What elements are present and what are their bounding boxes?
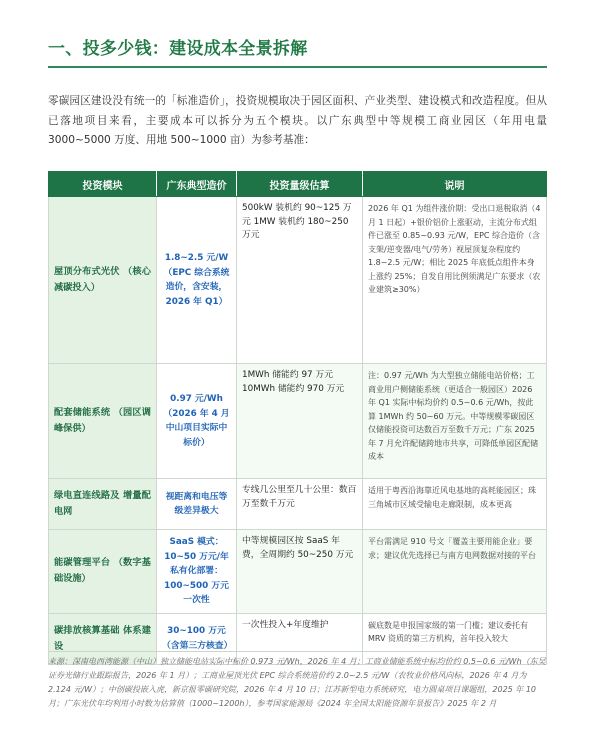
note-cell: 注：0.97 元/Wh 为大型独立储能电站价格；工商业用户侧储能系统（更适合一般园区）2026 年 Q1 实际中标均价约 0.5~0.6 元/Wh，按此算 1MWh 约 50~60 万元。中等规模零碳园区仅储能投资可达数百万至数千万元；广东 2025 年 7 月允许配储跨地市共享，可降低单园区配储成本 bbox=[363, 364, 547, 479]
price-cell: SaaS 模式：10~50 万元/年 私有化部署：100~500 万元一次性 bbox=[157, 530, 237, 614]
estimate-cell: 中等规模园区按 SaaS 年费，全周期约 50~250 万元 bbox=[237, 530, 363, 614]
table-row bbox=[49, 364, 547, 479]
header-price: 广东典型造价 bbox=[157, 172, 237, 197]
note-cell: 2026 年 Q1 为组件涨价期：受出口退税取消（4月 1 日起）+银价铝价上涨驱动，主流分布式组件已涨至 0.85~0.93 元/W，EPC 综合造价（含支架/逆变器/电气/劳务）视屋顶复杂程度约 1.8~2.5 元/W；相比 2025 年底低点组件本身上涨约 25%；自发自用比例须满足广东要求（农业建筑≥30%） bbox=[363, 197, 547, 364]
table-header-row bbox=[49, 172, 547, 197]
module-cell: 绿电直连线路及 增量配电网 bbox=[49, 479, 157, 530]
table-row bbox=[49, 530, 547, 614]
price-cell: 1.8~2.5 元/W （EPC 综合系统造价，含安装，2026 年 Q1） bbox=[157, 197, 237, 364]
note-cell: 平台需满足 910 号文「覆盖主要用能企业」要求；建议优先选择已与南方电网数据对接的平台 bbox=[363, 530, 547, 614]
header-note: 说明 bbox=[363, 172, 547, 197]
price-cell: 视距离和电压等级差异极大 bbox=[157, 479, 237, 530]
estimate-cell: 1MWh 储能约 97 万元 10MWh 储能约 970 万元 bbox=[237, 364, 363, 479]
module-cell: 碳排放核算基础 体系建设 bbox=[49, 613, 157, 664]
note-cell: 碳底数是申报国家级的第一门槛；建议委托有 MRV 资质的第三方机构，首年投入较大 bbox=[363, 613, 547, 664]
note-cell: 适用于粤西沿海靠近风电基地的高耗能园区；珠三角城市区域受输电走廊限制，成本更高 bbox=[363, 479, 547, 530]
price-cell: 0.97 元/Wh （2026 年 4 月中山项目实际中标价） bbox=[157, 364, 237, 479]
intro-paragraph: 零碳园区建设没有统一的「标准造价」，投资规模取决于园区面积、产业类型、建设模式和改造程度。但从已落地项目来看，主要成本可以拆分为五个模块。以广东典型中等规模工商业园区（年用电量 3000~5000 万度、用地 500~1000 亩）为参考基准： bbox=[48, 95, 547, 146]
table-row bbox=[49, 479, 547, 530]
source-divider bbox=[48, 651, 547, 652]
header-module: 投资模块 bbox=[49, 172, 157, 197]
page-title: 一、投多少钱：建设成本全景拆解 bbox=[48, 39, 308, 59]
estimate-cell: 专线几公里至几十公里：数百万至数千万元 bbox=[237, 479, 363, 530]
price-cell: 30~100 万元（含第三方核查） bbox=[157, 613, 237, 664]
source-note: 来源：深南电西湾能源（中山）独立储能电站实际中标价 0.973 元/Wh，2026 年 4 月；工商业储能系统中标均价约 0.5~0.6 元/Wh（东吴证券光储行业跟踪报告，2026 年 1 月）；工商业屋顶光伏 EPC 综合系统造价约 2.0~2.5 元/W（农牧业价格风向标，2026 年 4 月为 2.124 元/W）；中创碳投嵌入虎，新京报零碳研究院，2026 年 4 月 10 日；江苏新型电力系统研究，电力圆桌项目课题组，2025 年 10 月；广东光伏年均利用小时数为估算值（1000~1200h），参考国家能源局《2024 年全国太阳能资源年景报告》2025 年 2 月 bbox=[48, 657, 546, 708]
module-cell: 配套储能系统 （园区调峰保供） bbox=[49, 364, 157, 479]
title-divider bbox=[48, 66, 547, 68]
estimate-cell: 500kW 装机约 90~125 万元 1MW 装机约 180~250 万元 bbox=[237, 197, 363, 364]
table-row bbox=[49, 197, 547, 364]
estimate-cell: 一次性投入+年度维护 bbox=[237, 613, 363, 664]
module-cell: 屋顶分布式光伏 （核心减碳投入） bbox=[49, 197, 157, 364]
cost-table bbox=[48, 171, 547, 665]
header-estimate: 投资量级估算 bbox=[237, 172, 363, 197]
module-cell: 能碳管理平台 （数字基础设施） bbox=[49, 530, 157, 614]
